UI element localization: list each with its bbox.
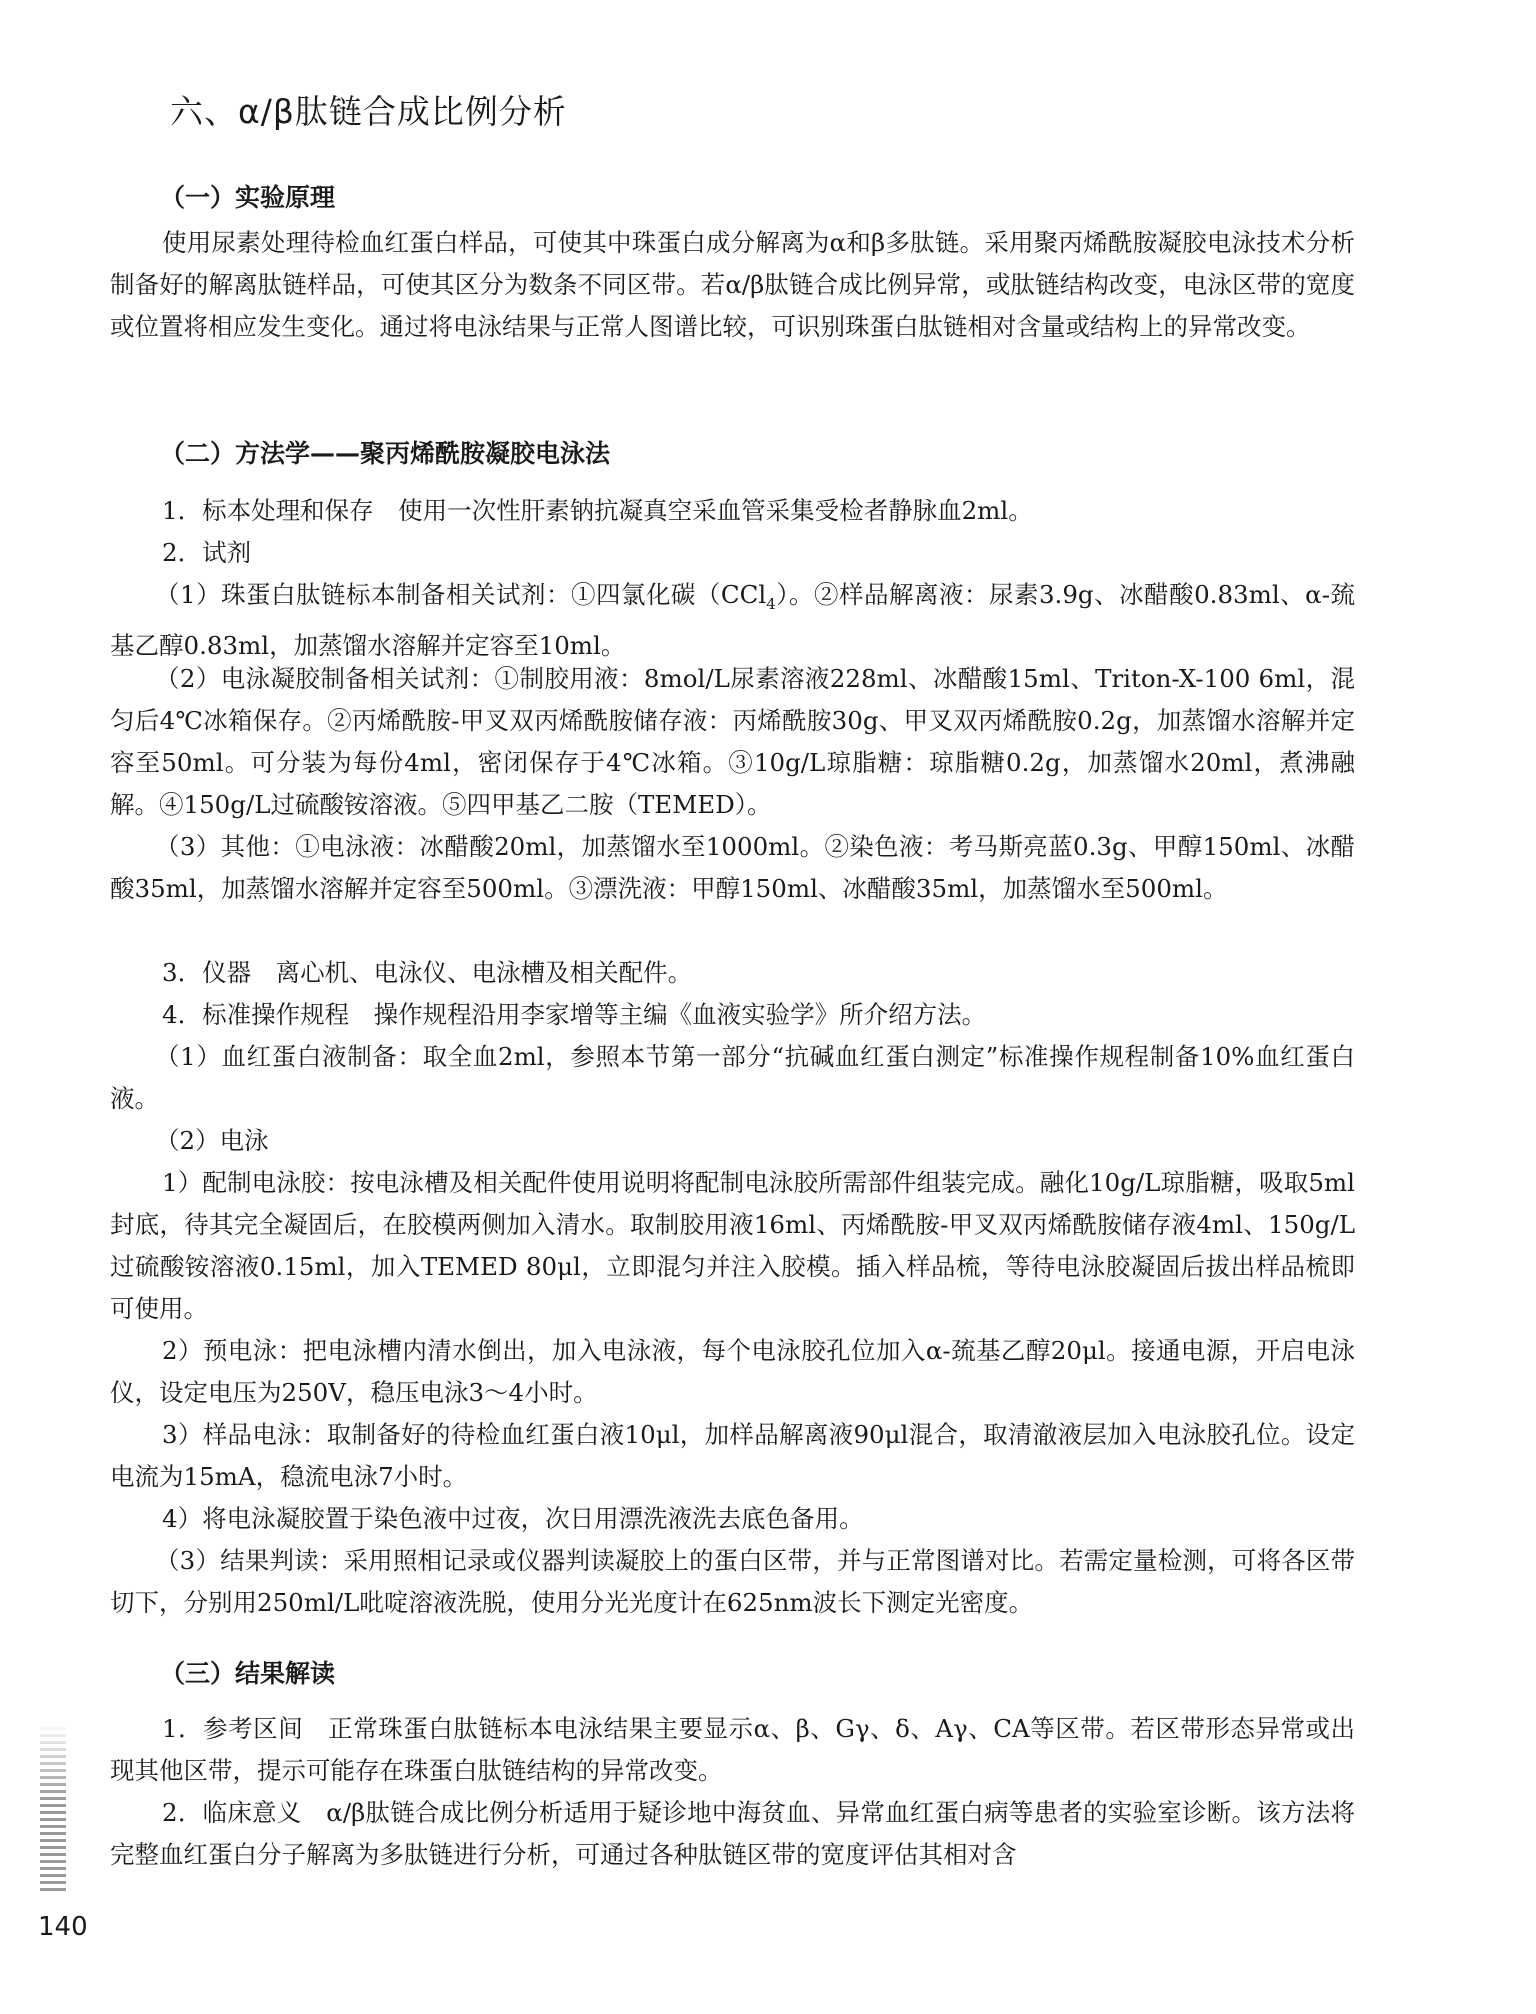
step-4: 4）将电泳凝胶置于染色液中过夜，次日用漂洗液洗去底色备用。 <box>162 1504 864 1533</box>
method-item-3: 3．仪器 离心机、电泳仪、电泳槽及相关配件。 <box>162 958 693 987</box>
method-item-4-1: （1）血红蛋白液制备：取全血2ml，参照本节第一部分“抗碱血红蛋白测定”标准操作规程制备10%血红蛋白液。 <box>110 1042 1355 1113</box>
method-item-1: 1．标本处理和保存 使用一次性肝素钠抗凝真空采血管采集受检者静脉血2ml。 <box>162 496 1033 525</box>
step-2: 2）预电泳：把电泳槽内清水倒出，加入电泳液，每个电泳胶孔位加入α-巯基乙醇20μl。接通电源，开启电泳仪，设定电压为250V，稳压电泳3～4小时。 <box>110 1336 1355 1407</box>
subsection-method-heading: （二）方法学——聚丙烯酰胺凝胶电泳法 <box>160 439 611 468</box>
reagent-text-a: （1）珠蛋白肽链标本制备相关试剂：①四氯化碳（CCl <box>155 580 767 609</box>
subsection-principle-heading: （一）实验原理 <box>160 183 336 212</box>
results-item-2: 2．临床意义 α/β肽链合成比例分析适用于疑诊地中海贫血、异常血红蛋白病等患者的实验室诊断。该方法将完整血红蛋白分子解离为多肽链进行分析，可通过各种肽链区带的宽度评估其相对含 <box>110 1798 1355 1869</box>
page-number: 140 <box>38 1912 88 1942</box>
reagent-text-b: ）。②样品解离液：尿素3.9g、冰醋酸0.83ml、α-巯基乙醇0.83ml，加蒸馏水溶解并定容至10ml。 <box>110 580 1355 660</box>
method-item-2-2: （2）电泳凝胶制备相关试剂：①制胶用液：8mol/L尿素溶液228ml、冰醋酸15ml、Triton-X-100 6ml，混匀后4℃冰箱保存。②丙烯酰胺-甲叉双丙烯酰胺储存液：丙烯酰胺30g、甲叉双丙烯酰胺0.2g，加蒸馏水溶解并定容至50ml。可分装为每份4ml，密闭保存于4℃冰箱。③10g/L琼脂糖：琼脂糖0.2g，加蒸馏水20ml，煮沸融解。④150g/L过硫酸铵溶液。⑤四甲基乙二胺（TEMED）。 <box>110 664 1355 819</box>
method-item-2-1 <box>110 574 1355 667</box>
step-1: 1）配制电泳胶：按电泳槽及相关配件使用说明将配制电泳胶所需部件组装完成。融化10g/L琼脂糖，吸取5ml封底，待其完全凝固后，在胶模两侧加入清水。取制胶用液16ml、丙烯酰胺-甲叉双丙烯酰胺储存液4ml、150g/L过硫酸铵溶液0.15ml，加入TEMED 80μl，立即混匀并注入胶模。插入样品梳，等待电泳胶凝固后拔出样品梳即可使用。 <box>110 1168 1355 1323</box>
subsection-results-heading: （三）结果解读 <box>160 1659 336 1688</box>
results-item-1: 1．参考区间 正常珠蛋白肽链标本电泳结果主要显示α、β、Gγ、δ、Aγ、CA等区带。若区带形态异常或出现其他区带，提示可能存在珠蛋白肽链结构的异常改变。 <box>110 1714 1355 1785</box>
ccl4-subscript: 4 <box>766 594 776 613</box>
method-item-4: 4．标准操作规程 操作规程沿用李家增等主编《血液实验学》所介绍方法。 <box>162 1000 987 1029</box>
step-3: 3）样品电泳：取制备好的待检血红蛋白液10μl，加样品解离液90μl混合，取清澈液层加入电泳胶孔位。设定电流为15mA，稳流电泳7小时。 <box>110 1420 1355 1491</box>
section-title: 六、α/β肽链合成比例分析 <box>170 92 567 131</box>
principle-paragraph: 使用尿素处理待检血红蛋白样品，可使其中珠蛋白成分解离为α和β多肽链。采用聚丙烯酰胺凝胶电泳技术分析制备好的解离肽链样品，可使其区分为数条不同区带。若α/β肽链合成比例异常，或肽链结构改变，电泳区带的宽度或位置将相应发生变化。通过将电泳结果与正常人图谱比较，可识别珠蛋白肽链相对含量或结构上的异常改变。 <box>110 228 1355 341</box>
margin-decoration <box>40 1720 66 1895</box>
method-item-2-3: （3）其他：①电泳液：冰醋酸20ml，加蒸馏水至1000ml。②染色液：考马斯亮蓝0.3g、甲醇150ml、冰醋酸35ml，加蒸馏水溶解并定容至500ml。③漂洗液：甲醇150ml、冰醋酸35ml，加蒸馏水至500ml。 <box>110 832 1355 903</box>
method-item-4-2: （2）电泳 <box>155 1126 269 1155</box>
method-item-2: 2．试剂 <box>162 538 252 567</box>
method-item-4-3: （3）结果判读：采用照相记录或仪器判读凝胶上的蛋白区带，并与正常图谱对比。若需定量检测，可将各区带切下，分别用250ml/L吡啶溶液洗脱，使用分光光度计在625nm波长下测定光密度。 <box>110 1546 1355 1617</box>
